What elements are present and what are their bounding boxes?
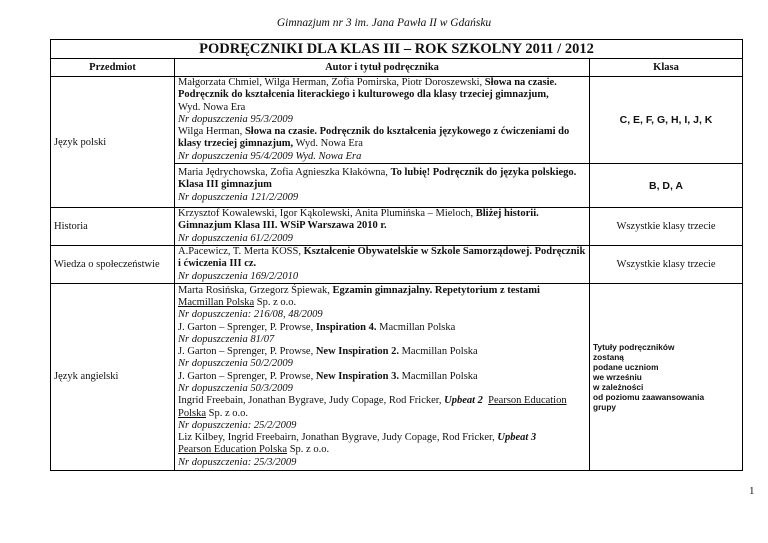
class-list: C, E, F, G, H, I, J, K bbox=[590, 77, 743, 164]
book-cell bbox=[175, 208, 590, 246]
book-publisher: Macmillan Polska bbox=[379, 321, 456, 333]
book-title: Upbeat 3 bbox=[497, 432, 537, 444]
book-title: Słowa na czasie. bbox=[244, 126, 317, 138]
book-authors: J. Garton – Sprenger, P. Prowse, bbox=[178, 370, 314, 382]
class-list: Wszystkie klasy trzecie bbox=[590, 208, 743, 246]
class-list: Wszystkie klasy trzecie bbox=[590, 245, 743, 283]
book-title: Upbeat 2 bbox=[444, 395, 483, 407]
book-title: New Inspiration 3. bbox=[315, 370, 399, 382]
book-approval: Nr dopuszczenia 169/2/2010 bbox=[178, 270, 299, 282]
subject-history: Historia bbox=[51, 208, 175, 246]
table-row bbox=[51, 208, 743, 246]
book-title: Inspiration 4. bbox=[315, 321, 377, 333]
book-publisher-suffix: Sp. z o.o. bbox=[289, 444, 330, 456]
book-cell bbox=[175, 283, 590, 470]
note-line: zostaną bbox=[593, 351, 624, 362]
book-approval: Nr dopuszczenia 95/3/2009 bbox=[178, 113, 293, 125]
book-publisher: Macmillan Polska bbox=[178, 296, 255, 308]
document-header: Gimnazjum nr 3 im. Jana Pawła II w Gdańsku bbox=[276, 17, 492, 29]
book-cell bbox=[175, 164, 590, 208]
book-authors: Małgorzata Chmiel, Wilga Herman, Zofia Pomirska, Piotr Doroszewski, bbox=[178, 77, 483, 88]
book-authors: Liz Kilbey, Ingrid Freebairn, Jonathan Bygrave, Judy Copage, Rod Fricker, bbox=[178, 432, 495, 444]
book-title: To lubię! Podręcznik do języka polskiego. Klasa III gimnazjum bbox=[178, 167, 577, 191]
book-authors: J. Garton – Sprenger, P. Prowse, bbox=[178, 321, 314, 333]
book-publisher: Polska bbox=[178, 407, 207, 419]
note-line: w zależności bbox=[593, 381, 644, 392]
class-note bbox=[590, 283, 743, 470]
note-line: Tytuły podręczników bbox=[593, 341, 675, 352]
table-title: PODRĘCZNIKI DLA KLAS III – ROK SZKOLNY 2011 / 2012 bbox=[51, 40, 743, 59]
book-publisher: Macmillan Polska bbox=[401, 370, 478, 382]
book-cell bbox=[175, 245, 590, 283]
book-title: Egzamin gimnazjalny. Repetytorium z testami bbox=[332, 284, 540, 296]
table-row bbox=[51, 77, 743, 164]
book-publisher: Pearson Education Polska bbox=[178, 444, 288, 456]
book-publisher: Wyd. Nowa Era bbox=[178, 101, 246, 113]
subject-civics: Wiedza o społeczeństwie bbox=[51, 245, 175, 283]
book-authors: Maria Jędrychowska, Zofia Agnieszka Kłakówna, bbox=[178, 167, 388, 179]
class-list: B, D, A bbox=[590, 164, 743, 208]
page-number: 1 bbox=[749, 485, 755, 497]
note-line: grupy bbox=[593, 401, 617, 412]
book-approval: Nr dopuszczenia 95/4/2009 Wyd. Nowa Era bbox=[178, 150, 362, 162]
book-authors: Krzysztof Kowalewski, Igor Kąkolewski, Anita Plumińska – Mieloch, bbox=[178, 208, 474, 220]
subject-english: Język angielski bbox=[51, 283, 175, 470]
book-title: Kształcenie Obywatelskie w Szkole Samorządowej. Podręcznik i ćwiczenia III cz. bbox=[178, 245, 586, 270]
book-title: New Inspiration 2. bbox=[315, 346, 399, 358]
book-authors: A.Pacewicz, T. Merta KOSS, bbox=[178, 245, 301, 257]
book-publisher-suffix: Sp. z o.o. bbox=[208, 407, 249, 419]
book-authors: Marta Rosińska, Grzegorz Śpiewak, bbox=[178, 284, 330, 296]
note-line: we wrześniu bbox=[593, 371, 642, 382]
book-approval: Nr dopuszczenia 121/2/2009 bbox=[178, 191, 299, 203]
header-row bbox=[51, 59, 743, 77]
table-row bbox=[51, 283, 743, 470]
book-publisher: Wyd. Nowa Era bbox=[295, 138, 363, 150]
table-row bbox=[51, 245, 743, 283]
subject-polish: Język polski bbox=[51, 77, 175, 208]
book-approval: Nr dopuszczenia: 25/3/2009 bbox=[178, 456, 297, 468]
book-authors: Wilga Herman, bbox=[178, 126, 243, 138]
book-authors: J. Garton – Sprenger, P. Prowse, bbox=[178, 346, 314, 358]
column-header-subject: Przedmiot bbox=[51, 59, 175, 77]
book-approval: Nr dopuszczenia: 25/2/2009 bbox=[178, 419, 297, 431]
column-header-book: Autor i tytuł podręcznika bbox=[175, 59, 590, 77]
title-row bbox=[51, 40, 743, 59]
book-approval: Nr dopuszczenia 61/2/2009 bbox=[178, 232, 293, 244]
note-line: podane uczniom bbox=[593, 361, 659, 372]
column-header-class: Klasa bbox=[590, 59, 743, 77]
book-title: Słowa na czasie. Podręcznik do kształcenia literackiego i kulturowego dla klasy trzeciej gimnazjum, bbox=[178, 77, 557, 101]
book-subtitle: Podręcznik do kształcenia językowego z ćwiczeniami do klasy trzeciej gimnazjum, bbox=[178, 126, 570, 150]
book-approval: Nr dopuszczenia: 216/08, 48/2009 bbox=[178, 309, 323, 321]
book-authors: Ingrid Freebain, Jonathan Bygrave, Judy Copage, Rod Fricker, bbox=[178, 395, 442, 407]
book-publisher: Pearson Education bbox=[488, 395, 567, 407]
book-publisher-suffix: Sp. z o.o. bbox=[256, 296, 297, 308]
note-line: od poziomu zaawansowania bbox=[593, 391, 705, 402]
book-approval: Nr dopuszczenia 50/2/2009 bbox=[178, 358, 293, 370]
book-title: Bliżej historii. Gimnazjum Klasa III. WSiP Warszawa 2010 r. bbox=[178, 208, 539, 232]
book-approval: Nr dopuszczenia 81/07 bbox=[178, 333, 275, 345]
book-approval: Nr dopuszczenia 50/3/2009 bbox=[178, 383, 293, 394]
textbook-table bbox=[50, 39, 743, 471]
book-cell bbox=[175, 77, 590, 164]
book-publisher: Macmillan Polska bbox=[401, 346, 478, 358]
